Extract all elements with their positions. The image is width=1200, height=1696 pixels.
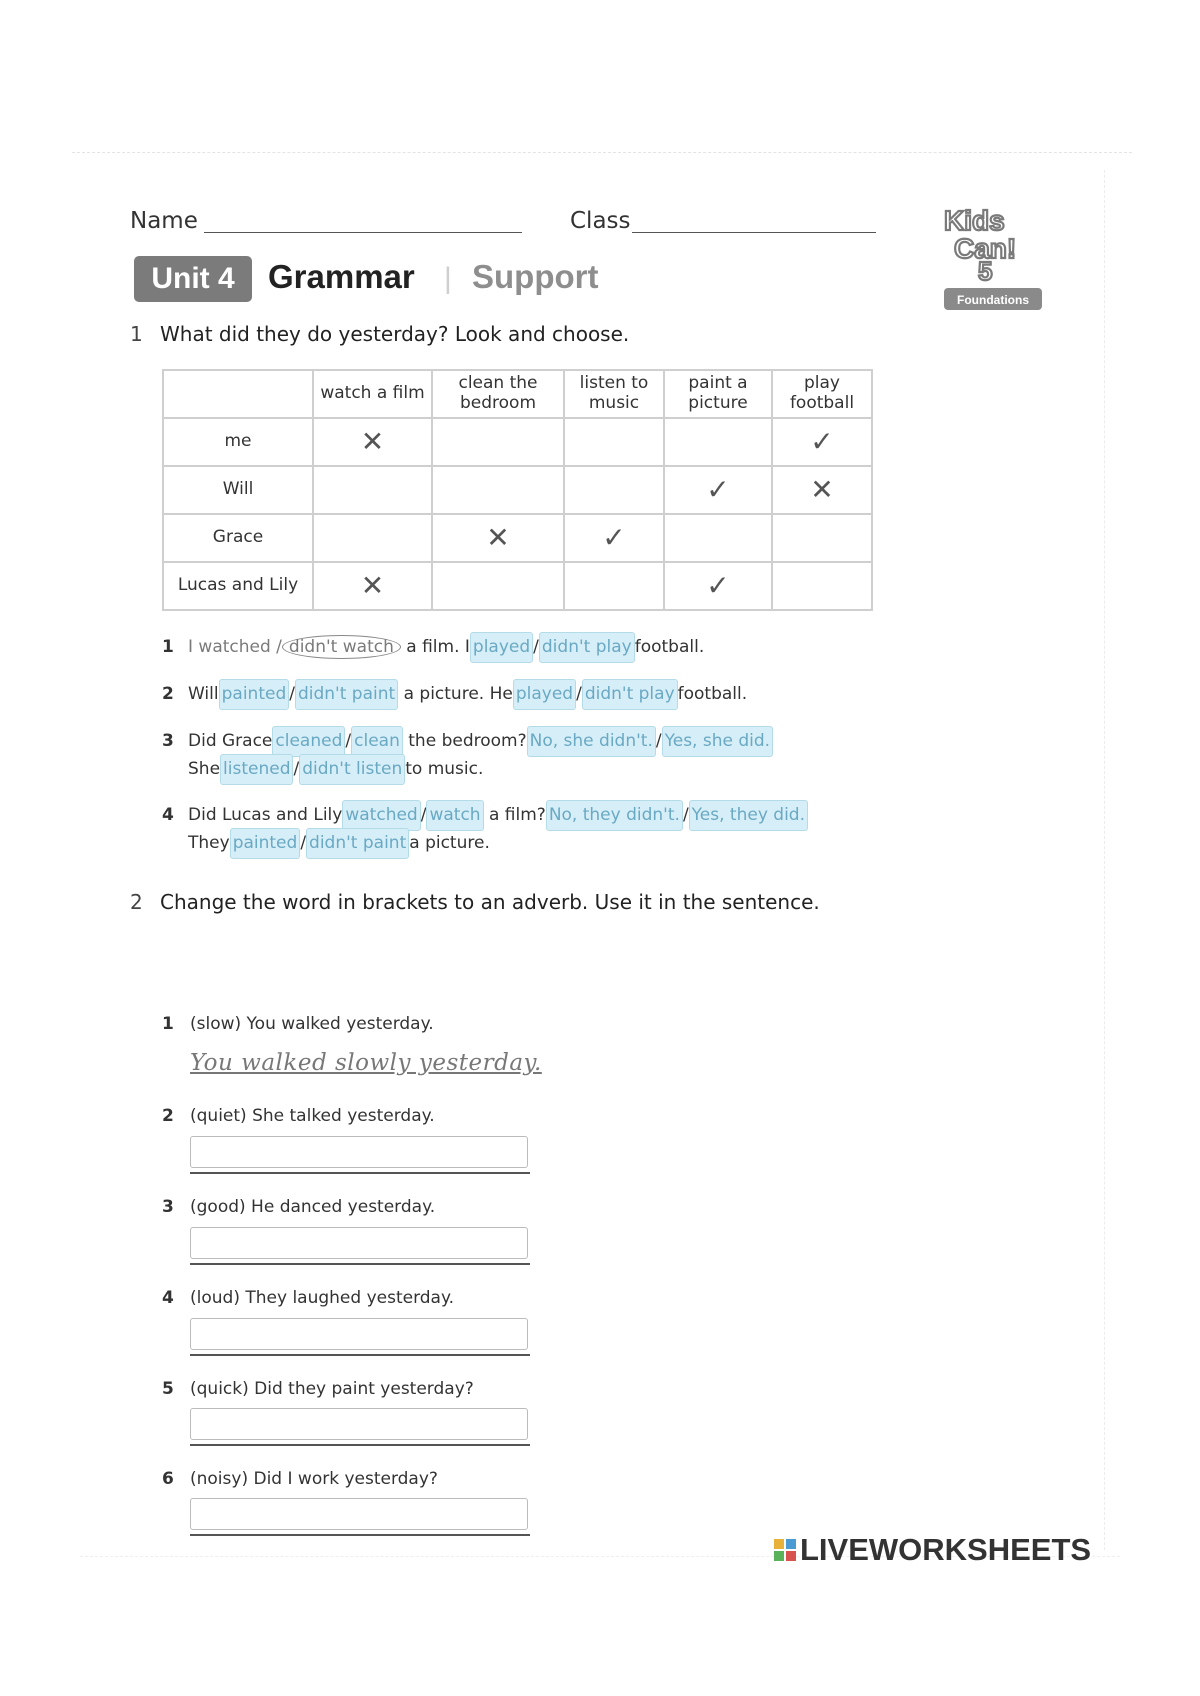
slash: /	[682, 805, 689, 825]
slash: /	[345, 731, 352, 751]
table-corner	[163, 370, 313, 418]
answer-line	[190, 1534, 530, 1536]
exercise2-text: Change the word in brackets to an adverb. Use it in the sentence.	[160, 890, 820, 914]
kids-can-logo	[942, 200, 1046, 316]
mark-cell	[564, 418, 664, 466]
sentence-1	[162, 632, 704, 663]
item-number: 3	[162, 1197, 174, 1217]
sentence-number: 2	[162, 684, 174, 704]
mark-cell: ✓	[772, 418, 872, 466]
sentence-text: Will	[188, 684, 219, 704]
item-number: 2	[162, 1106, 174, 1126]
adverb-item-6	[162, 1469, 438, 1489]
right-divider	[1104, 170, 1105, 1550]
table-row	[163, 466, 872, 514]
row-label: me	[163, 418, 313, 466]
table-row	[163, 514, 872, 562]
sentence-text: a film?	[488, 805, 546, 825]
col-header-4: play football	[772, 370, 872, 418]
sentence-text: a picture. He	[403, 684, 513, 704]
adverb-item-4	[162, 1288, 454, 1308]
page-subtitle: Support	[472, 258, 599, 295]
answer-input[interactable]	[190, 1318, 528, 1350]
adverb-item-1	[162, 1014, 434, 1034]
top-divider	[72, 152, 1132, 153]
sentence-number: 1	[162, 637, 174, 657]
answer-line	[190, 1354, 530, 1356]
choice-option[interactable]: didn't paint	[306, 828, 409, 859]
choice-option[interactable]: didn't paint	[295, 679, 398, 710]
logo-tag: Foundations	[957, 293, 1029, 307]
answer-line	[190, 1263, 530, 1265]
mark-cell	[432, 466, 564, 514]
class-label: Class	[570, 208, 631, 234]
answer-line	[190, 1172, 530, 1174]
mark-cell	[772, 562, 872, 610]
mark-cell	[432, 418, 564, 466]
choice-option[interactable]: didn't play	[582, 679, 678, 710]
mark-cell: ✓	[564, 514, 664, 562]
sentence-text: Did Grace	[188, 731, 273, 751]
sentence-text: a picture.	[409, 833, 490, 853]
slash: /	[576, 684, 582, 704]
item-text: (quiet) She talked yesterday.	[190, 1106, 435, 1126]
col-header-2: listen to music	[564, 370, 664, 418]
mark-cell	[564, 562, 664, 610]
mark-cell: ✕	[313, 562, 432, 610]
logo-line1: Kids	[944, 205, 1005, 236]
sentence-text: I watched /	[188, 637, 282, 657]
exercise2-number: 2	[130, 890, 143, 914]
mark-cell	[432, 562, 564, 610]
choice-option[interactable]: Yes, she did.	[662, 726, 773, 757]
row-label: Grace	[163, 514, 313, 562]
table-row	[163, 562, 872, 610]
sentence-text: She	[188, 759, 221, 779]
choice-option[interactable]: didn't play	[539, 632, 635, 663]
sentence-text: football.	[634, 637, 705, 657]
name-label: Name	[130, 208, 198, 234]
answer-input[interactable]	[190, 1136, 528, 1168]
mark-cell: ✕	[432, 514, 564, 562]
slash: /	[533, 637, 539, 657]
slash: /	[655, 731, 662, 751]
model-answer: You walked slowly yesterday.	[190, 1050, 542, 1076]
choice-option[interactable]: played	[470, 632, 533, 663]
item-text: (loud) They laughed yesterday.	[190, 1288, 455, 1308]
item-number: 6	[162, 1469, 174, 1489]
item-text: (good) He danced yesterday.	[190, 1197, 436, 1217]
class-line	[632, 232, 876, 233]
sentence-text: Did Lucas and Lily	[188, 805, 343, 825]
choice-option[interactable]: didn't listen	[299, 754, 405, 785]
choice-option[interactable]: Yes, they did.	[689, 800, 808, 831]
mark-cell: ✓	[664, 466, 772, 514]
sentence-text: to music.	[405, 759, 484, 779]
sentence-text: the bedroom?	[408, 731, 527, 751]
adverb-item-3	[162, 1197, 435, 1217]
sentence-2	[162, 679, 747, 710]
page-title: Grammar	[268, 258, 415, 295]
item-text: (quick) Did they paint yesterday?	[190, 1379, 474, 1399]
mark-cell: ✕	[772, 466, 872, 514]
adverb-item-5	[162, 1379, 474, 1399]
choice-option[interactable]: watched	[342, 800, 420, 831]
choice-option[interactable]: watch	[426, 800, 483, 831]
mark-cell	[313, 466, 432, 514]
sentence-3	[162, 726, 773, 757]
choice-option[interactable]: No, she didn't.	[527, 726, 656, 757]
row-label: Lucas and Lily	[163, 562, 313, 610]
answer-input[interactable]	[190, 1408, 528, 1440]
liveworksheets-logo-icon	[774, 1539, 796, 1561]
item-number: 1	[162, 1014, 174, 1034]
sentence-text: football.	[677, 684, 748, 704]
sentence-4	[162, 800, 808, 831]
choice-option[interactable]: cleaned	[272, 726, 345, 757]
unit-badge: Unit 4	[134, 256, 252, 302]
col-header-3: paint a picture	[664, 370, 772, 418]
logo-level: 5	[978, 256, 993, 286]
item-text: (noisy) Did I work yesterday?	[190, 1469, 438, 1489]
slash: /	[293, 759, 300, 779]
col-header-1: clean the bedroom	[432, 370, 564, 418]
sentence-3-line2	[188, 754, 483, 785]
mark-cell: ✕	[313, 418, 432, 466]
exercise2-instruction	[130, 890, 820, 914]
sentence-number: 3	[162, 731, 174, 751]
choice-option[interactable]: listened	[220, 754, 293, 785]
choice-option[interactable]: clean	[351, 726, 403, 757]
mark-cell	[664, 514, 772, 562]
sentence-number: 4	[162, 805, 174, 825]
slash: /	[420, 805, 427, 825]
mark-cell	[564, 466, 664, 514]
sentence-4-line2	[188, 828, 490, 859]
item-number: 4	[162, 1288, 174, 1308]
mark-cell	[772, 514, 872, 562]
activity-table	[162, 369, 873, 611]
title-separator: |	[444, 262, 452, 295]
adverb-item-2	[162, 1106, 435, 1126]
slash: /	[300, 833, 307, 853]
sentence-text: They	[188, 833, 230, 853]
logo-line2: Can!	[954, 233, 1017, 264]
exercise1-instruction	[130, 322, 629, 346]
answer-input[interactable]	[190, 1227, 528, 1259]
circled-choice[interactable]: didn't watch	[282, 635, 401, 659]
choice-option[interactable]: played	[513, 679, 576, 710]
mark-cell: ✓	[664, 562, 772, 610]
brand-text: LIVEWORKSHEETS	[800, 1532, 1092, 1567]
mark-cell	[313, 514, 432, 562]
liveworksheets-brand	[774, 1532, 1091, 1568]
name-line	[204, 232, 522, 233]
item-number: 5	[162, 1379, 174, 1399]
table-row	[163, 418, 872, 466]
item-text: (slow) You walked yesterday.	[190, 1014, 434, 1034]
col-header-0: watch a film	[313, 370, 432, 418]
slash: /	[289, 684, 295, 704]
row-label: Will	[163, 466, 313, 514]
exercise1-text: What did they do yesterday? Look and choose.	[160, 322, 630, 346]
sentence-text: a film. I	[406, 637, 470, 657]
exercise1-number: 1	[130, 322, 143, 346]
choice-option[interactable]: No, they didn't.	[546, 800, 683, 831]
choice-option[interactable]: painted	[219, 679, 290, 710]
choice-option[interactable]: painted	[230, 828, 301, 859]
answer-input[interactable]	[190, 1498, 528, 1530]
mark-cell	[664, 418, 772, 466]
answer-line	[190, 1444, 530, 1446]
